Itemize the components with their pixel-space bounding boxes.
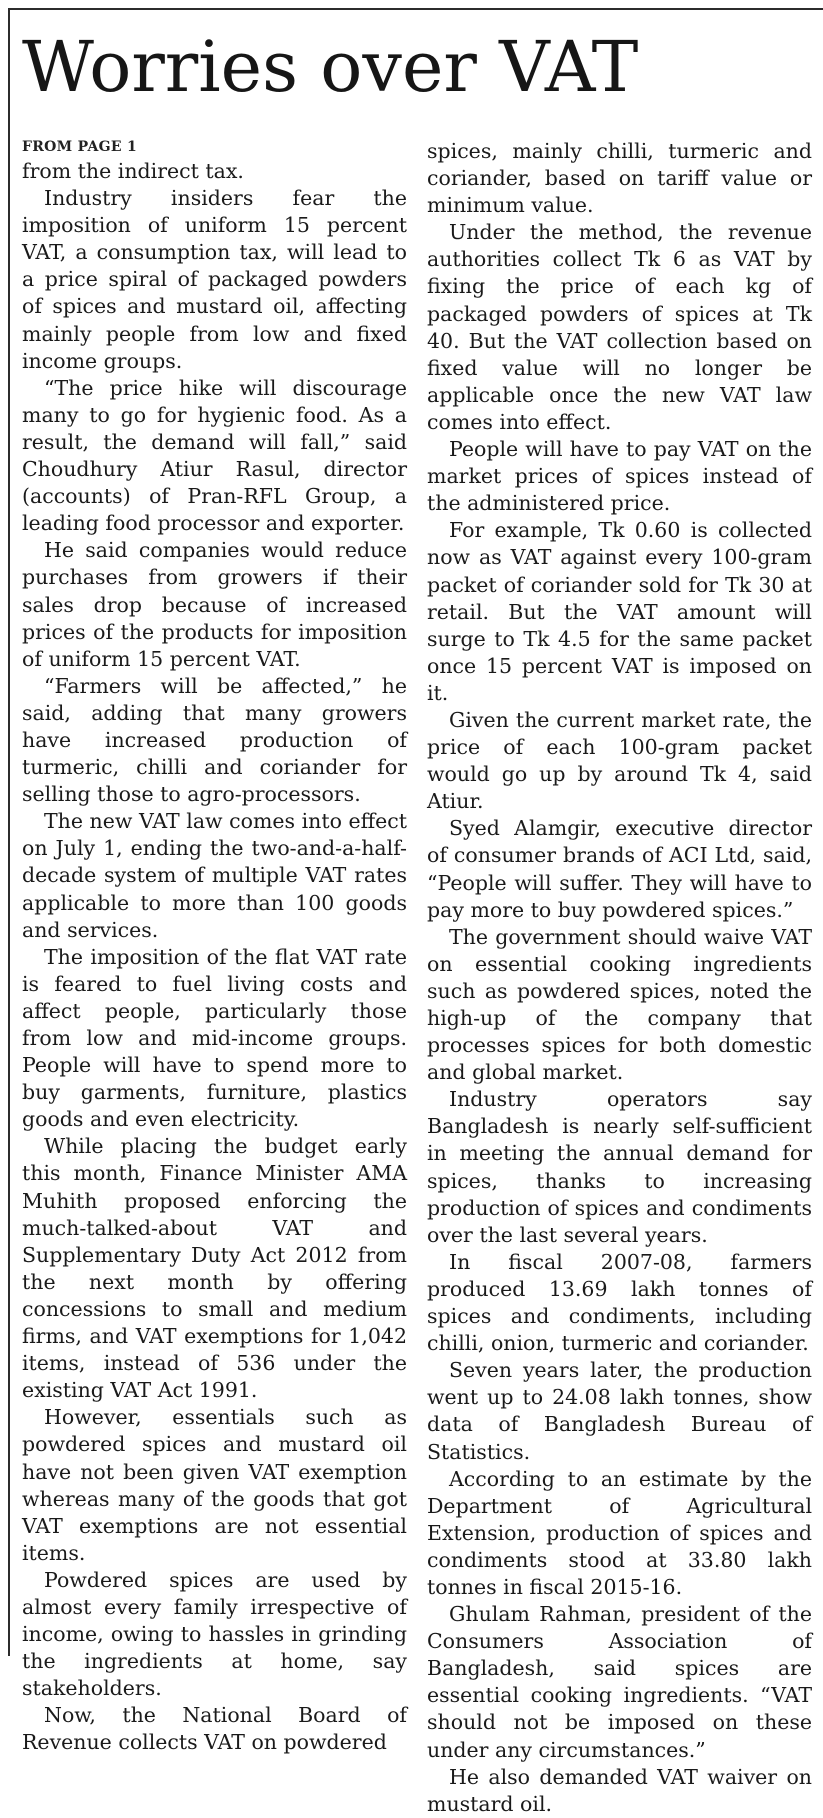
article-column-left <box>22 138 407 1757</box>
top-rule <box>8 8 823 10</box>
continued-from-label: FROM PAGE 1 <box>22 139 138 155</box>
paragraph: Industry insiders fear the imposition of uniform 15 percent VAT, a consumption tax, will lead to a price spiral of packaged powders of spices and mustard oil, affecting mainly people from low and fixed income groups. <box>22 186 407 373</box>
paragraph: from the indirect tax. <box>22 159 244 183</box>
paragraph: The imposition of the flat VAT rate is feared to fuel living costs and affect people, particularly those from low and mid-income groups. People will have to spend more to buy garments, furniture, plastics goods and even electricity. <box>22 944 407 1132</box>
paragraph: Given the current market rate, the price of each 100-gram packet would go up by around Tk 4, said Atiur. <box>427 707 812 814</box>
paragraph: For example, Tk 0.60 is collected now as VAT against every 100-gram packet of coriander sold for Tk 30 at retail. But the VAT amount will surge to Tk 4.5 for the same packet once 15 percent VAT is imposed on it. <box>427 518 812 705</box>
paragraph: While placing the budget early this month, Finance Minister AMA Muhith proposed enforcing the much-talked-about VAT and Supplementary Duty Act 2012 from the next month by offering concessions to small and medium firms, and VAT exemptions for 1,042 items, instead of 536 under the existing VAT Act 1991. <box>22 1134 407 1403</box>
paragraph: “Farmers will be affected,” he said, adding that many growers have increased production of turmeric, chilli and coriander for selling those to agro-processors. <box>22 673 407 807</box>
paragraph: However, essentials such as powdered spices and mustard oil have not been given VAT exemption whereas many of the goods that got VAT exemptions are not essential items. <box>22 1405 407 1565</box>
paragraph: Syed Alamgir, executive director of consumer brands of ACI Ltd, said, “People will suffer. They will have to pay more to buy powdered spices.” <box>427 816 812 922</box>
paragraph: Industry operators say Bangladesh is nearly self-sufficient in meeting the annual demand for spices, thanks to increasing production of spices and condiments over the last several years. <box>427 1087 812 1247</box>
article-column-right <box>427 138 812 1818</box>
paragraph: In fiscal 2007-08, farmers produced 13.69 lakh tonnes of spices and condiments, including chilli, onion, turmeric and coriander. <box>427 1249 812 1356</box>
left-rule <box>8 8 10 1656</box>
headline: Worries over VAT <box>22 26 639 108</box>
paragraph: Now, the National Board of Revenue collects VAT on powdered <box>22 1703 407 1755</box>
paragraph: He said companies would reduce purchases from growers if their sales drop because of increased prices of the products for imposition of uniform 15 percent VAT. <box>22 538 407 671</box>
paragraph: “The price hike will discourage many to go for hygienic food. As a result, the demand will fall,” said Choudhury Atiur Rasul, director (accounts) of Pran-RFL Group, a leading food processor and exporter. <box>22 375 407 536</box>
paragraph: People will have to pay VAT on the market prices of spices instead of the administered price. <box>427 437 812 516</box>
paragraph: Powdered spices are used by almost every family irrespective of income, owing to hassles in grinding the ingredients at home, say stakeholders. <box>22 1567 407 1701</box>
paragraph: He also demanded VAT waiver on mustard oil. <box>427 1764 812 1816</box>
paragraph: According to an estimate by the Department of Agricultural Extension, production of spices and condiments stood at 33.80 lakh tonnes in fiscal 2015-16. <box>427 1466 812 1599</box>
paragraph: spices, mainly chilli, turmeric and coriander, based on tariff value or minimum value. <box>427 139 812 218</box>
paragraph: Ghulam Rahman, president of the Consumers Association of Bangladesh, said spices are essential cooking ingredients. “VAT should not be imposed on these under any circumstances.” <box>427 1602 812 1762</box>
paragraph: The government should waive VAT on essential cooking ingredients such as powdered spices, noted the high-up of the company that processes spices for both domestic and global market. <box>427 924 812 1085</box>
paragraph: Under the method, the revenue authorities collect Tk 6 as VAT by fixing the price of each kg of packaged powders of spices at Tk 40. But the VAT collection based on fixed value will no longer be applicable once the new VAT law comes into effect. <box>427 220 812 434</box>
paragraph: The new VAT law comes into effect on July 1, ending the two-and-a-half-decade system of multiple VAT rates applicable to more than 100 goods and services. <box>22 809 407 942</box>
paragraph: Seven years later, the production went up to 24.08 lakh tonnes, show data of Bangladesh Bureau of Statistics. <box>427 1358 812 1464</box>
